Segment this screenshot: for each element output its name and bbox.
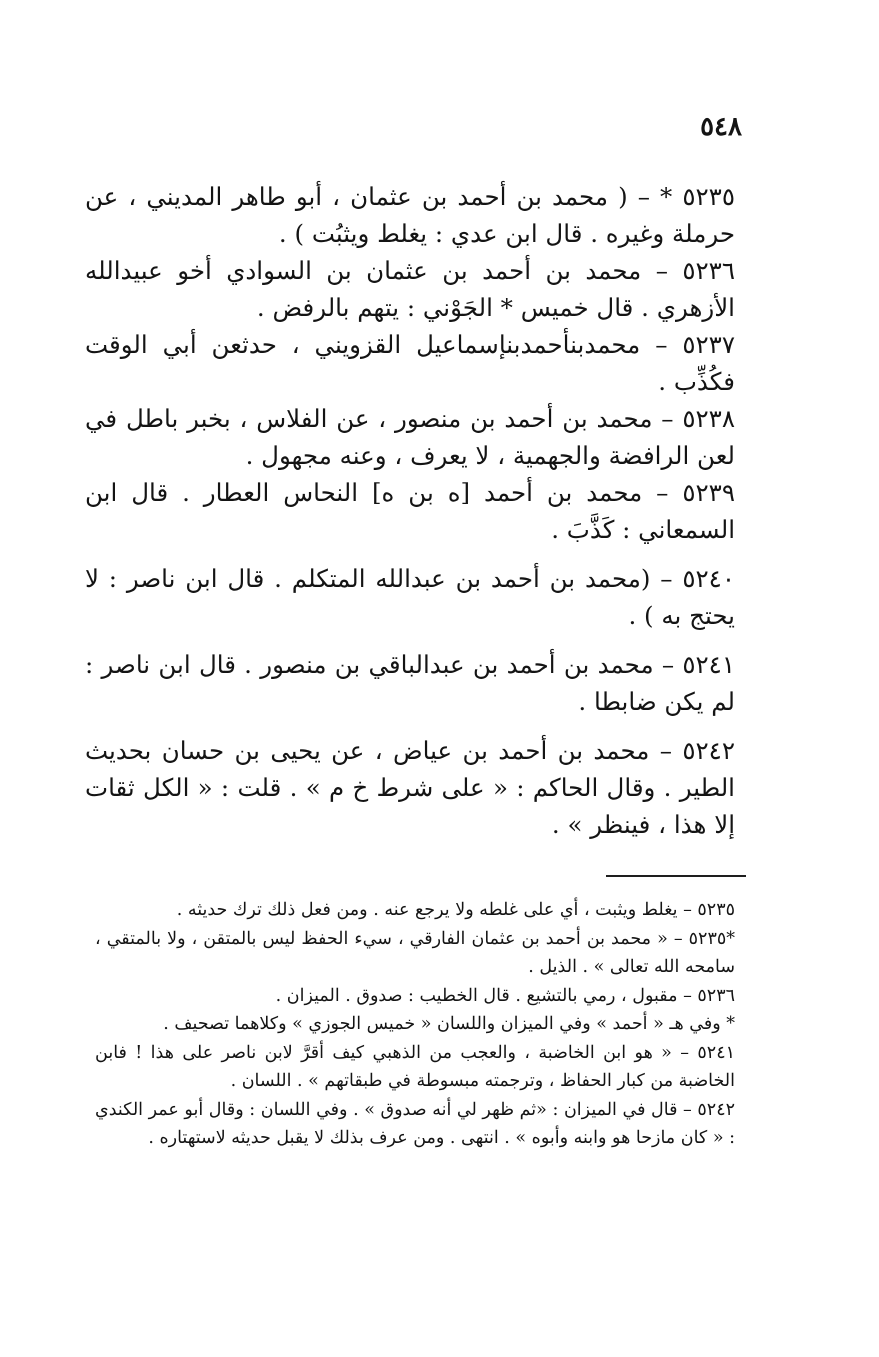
footnote-5242: ٥٢٤٢ – قال في الميزان : «ثم ظهر لي أنه صدوق » . وفي اللسان : وقال أبو عمر الكندي : « كان مازحا هو وابنه وأبوه » . انتهى . ومن عرف بذلك لا يقبل حديثه لاستهتاره . (95, 1099, 735, 1148)
entry-5242: ٥٢٤٢ – محمد بن أحمد بن عياض ، عن يحيى بن حسان بحديث الطير . وقال الحاكم : « على شرط خ م » . قلت : « الكل ثقات إلا هذا ، فينظر » . (85, 736, 735, 839)
page-number: ٥٤٨ (700, 112, 742, 142)
entry-5240: ٥٢٤٠ – (محمد بن أحمد بن عبدالله المتكلم . قال ابن ناصر : لا يحتج به ) . (85, 564, 735, 630)
footnote-separator (606, 875, 746, 877)
entry-5241: ٥٢٤١ – محمد بن أحمد بن عبدالباقي بن منصور . قال ابن ناصر : لم يكن ضابطا . (85, 650, 735, 716)
main-text (85, 178, 735, 843)
entry-5236: ٥٢٣٦ – محمد بن أحمد بن عثمان بن السوادي أخو عبيدالله الأزهري . قال خميس * الجَوْني : يتهم بالرفض . (85, 256, 735, 322)
entry-5239: ٥٢٣٩ – محمد بن أحمد [ه بن ه] النحاس العطار . قال ابن السمعاني : كَذَّبَ . (85, 478, 735, 544)
footnote-5236-star: * وفي هـ « أحمد » وفي الميزان واللسان « خميس الجوزي » وكلاهما تصحيف . (163, 1014, 735, 1034)
footnote-5235-star: *٥٢٣٥ – « محمد بن أحمد بن عثمان الفارقي ، سيء الحفظ ليس بالمتقن ، ولا بالمتقي ، سامحه الله تعالى » . الذيل . (95, 928, 735, 977)
footnote-5236: ٥٢٣٦ – مقبول ، رمي بالتشيع . قال الخطيب : صدوق . الميزان . (275, 985, 735, 1006)
entry-5237: ٥٢٣٧ – محمدبنأحمدبنإسماعيل القزويني ، حدثعن أبي الوقت فكُذِّب . (85, 330, 735, 396)
footnote-5241: ٥٢٤١ – « هو ابن الخاضبة ، والعجب من الذهبي كيف أقرَّ لابن ناصر على هذا ! فابن الخاضبة من كبار الحفاظ ، وترجمته مبسوطة في طبقاتهم » . اللسان . (95, 1042, 735, 1091)
entry-5235: ٥٢٣٥ * – ( محمد بن أحمد بن عثمان ، أبو طاهر المديني ، عن حرملة وغيره . قال ابن عدي : يغلط ويثبُت ) . (85, 182, 735, 248)
footnote-5235: ٥٢٣٥ – يغلط ويثبت ، أي على غلطه ولا يرجع عنه . ومن فعل ذلك ترك حديثه . (176, 900, 735, 920)
entry-5238: ٥٢٣٨ – محمد بن أحمد بن منصور ، عن الفلاس ، بخبر باطل في لعن الرافضة والجهمية ، لا يعرف ، وعنه مجهول . (85, 404, 735, 470)
footnotes (95, 896, 735, 1153)
